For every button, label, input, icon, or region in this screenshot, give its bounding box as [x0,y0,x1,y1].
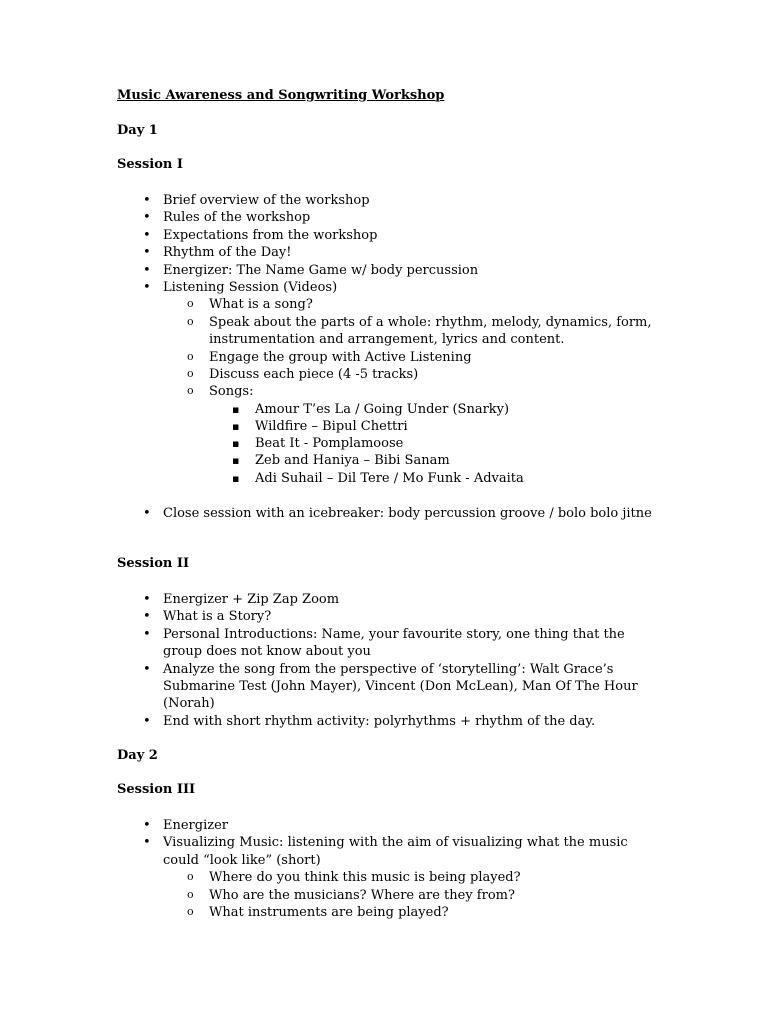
list-item: • Personal Introductions: Name, your favourite story, one thing that the group does not know about you [117,626,657,661]
session-2-heading: Session II [117,556,190,571]
list-item: • Close session with an icebreaker: body percussion groove / bolo bolo jitne [117,505,657,522]
session-1-heading: Session I [117,157,183,172]
song-item: ▪ Wildfire – Bipul Chettri [209,418,657,435]
sub-list-item: o Who are the musicians? Where are they from? [163,887,657,904]
listening-session-sublist [163,296,657,486]
sub-list-item: o Engage the group with Active Listening [163,349,657,366]
sub-list-item: o Where do you think this music is being played? [163,869,657,886]
session-3-list [117,817,657,921]
list-item: • Energizer [117,817,657,834]
sub-list-item: o Discuss each piece (4 -5 tracks) [163,366,657,383]
list-item: • Rules of the workshop [117,209,657,226]
list-item: • End with short rhythm activity: polyrhythms + rhythm of the day. [117,713,657,730]
list-item: • Visualizing Music: listening with the aim of visualizing what the music could “look like” (short) o Where do you think this music is being played? o Who are the musicians? Where are they from? o What instruments are being played? [117,834,657,921]
song-item: ▪ Adi Suhail – Dil Tere / Mo Funk - Advaita [209,470,657,487]
songs-list [209,401,657,487]
session-2-list [117,591,657,730]
sub-list-item: o Songs: ▪ Amour T’es La / Going Under (Snarky) ▪ Wildfire – Bipul Chettri ▪ Beat It - Pomplamoose ▪ Zeb and Haniya – Bibi Sanam ▪ Adi Suhail – Dil Tere / Mo Funk - Advaita [163,383,657,486]
day-1-heading: Day 1 [117,123,158,138]
sub-list-item: o What instruments are being played? [163,904,657,921]
list-item: • Energizer + Zip Zap Zoom [117,591,657,608]
song-item: ▪ Amour T’es La / Going Under (Snarky) [209,401,657,418]
list-item: • What is a Story? [117,608,657,625]
list-item: • Rhythm of the Day! [117,244,657,261]
document-title: Music Awareness and Songwriting Workshop [117,88,445,103]
song-item: ▪ Beat It - Pomplamoose [209,435,657,452]
session-3-heading: Session III [117,782,196,797]
sub-list-item: o What is a song? [163,296,657,313]
list-item: • Expectations from the workshop [117,227,657,244]
list-item: • Listening Session (Videos) o What is a song? o Speak about the parts of a whole: rhythm, melody, dynamics, form, instrumentation and arrangement, lyrics and content. o Engage the group with Active Listening o Discuss each piece (4 -5 tracks) o Songs: ▪ Amour T’es La / Going Under (Snarky) ▪ Wildfire – Bipul Chettri ▪ Beat It - Pomplamoose ▪ Zeb and Haniya – Bibi Sanam ▪ Adi Suhail – Dil Tere / Mo Funk - Advaita [117,279,657,487]
visualizing-music-sublist [163,869,657,921]
session-1-list [117,192,657,487]
list-item: • Energizer: The Name Game w/ body percussion [117,262,657,279]
list-item: • Analyze the song from the perspective of ‘storytelling’: Walt Grace’s Submarine Test (John Mayer), Vincent (Don McLean), Man Of The Hour (Norah) [117,661,657,713]
day-2-heading: Day 2 [117,748,158,763]
song-item: ▪ Zeb and Haniya – Bibi Sanam [209,452,657,469]
session-1-close-list [117,505,657,522]
sub-list-item: o Speak about the parts of a whole: rhythm, melody, dynamics, form, instrumentation and arrangement, lyrics and content. [163,314,657,349]
list-item: • Brief overview of the workshop [117,192,657,209]
